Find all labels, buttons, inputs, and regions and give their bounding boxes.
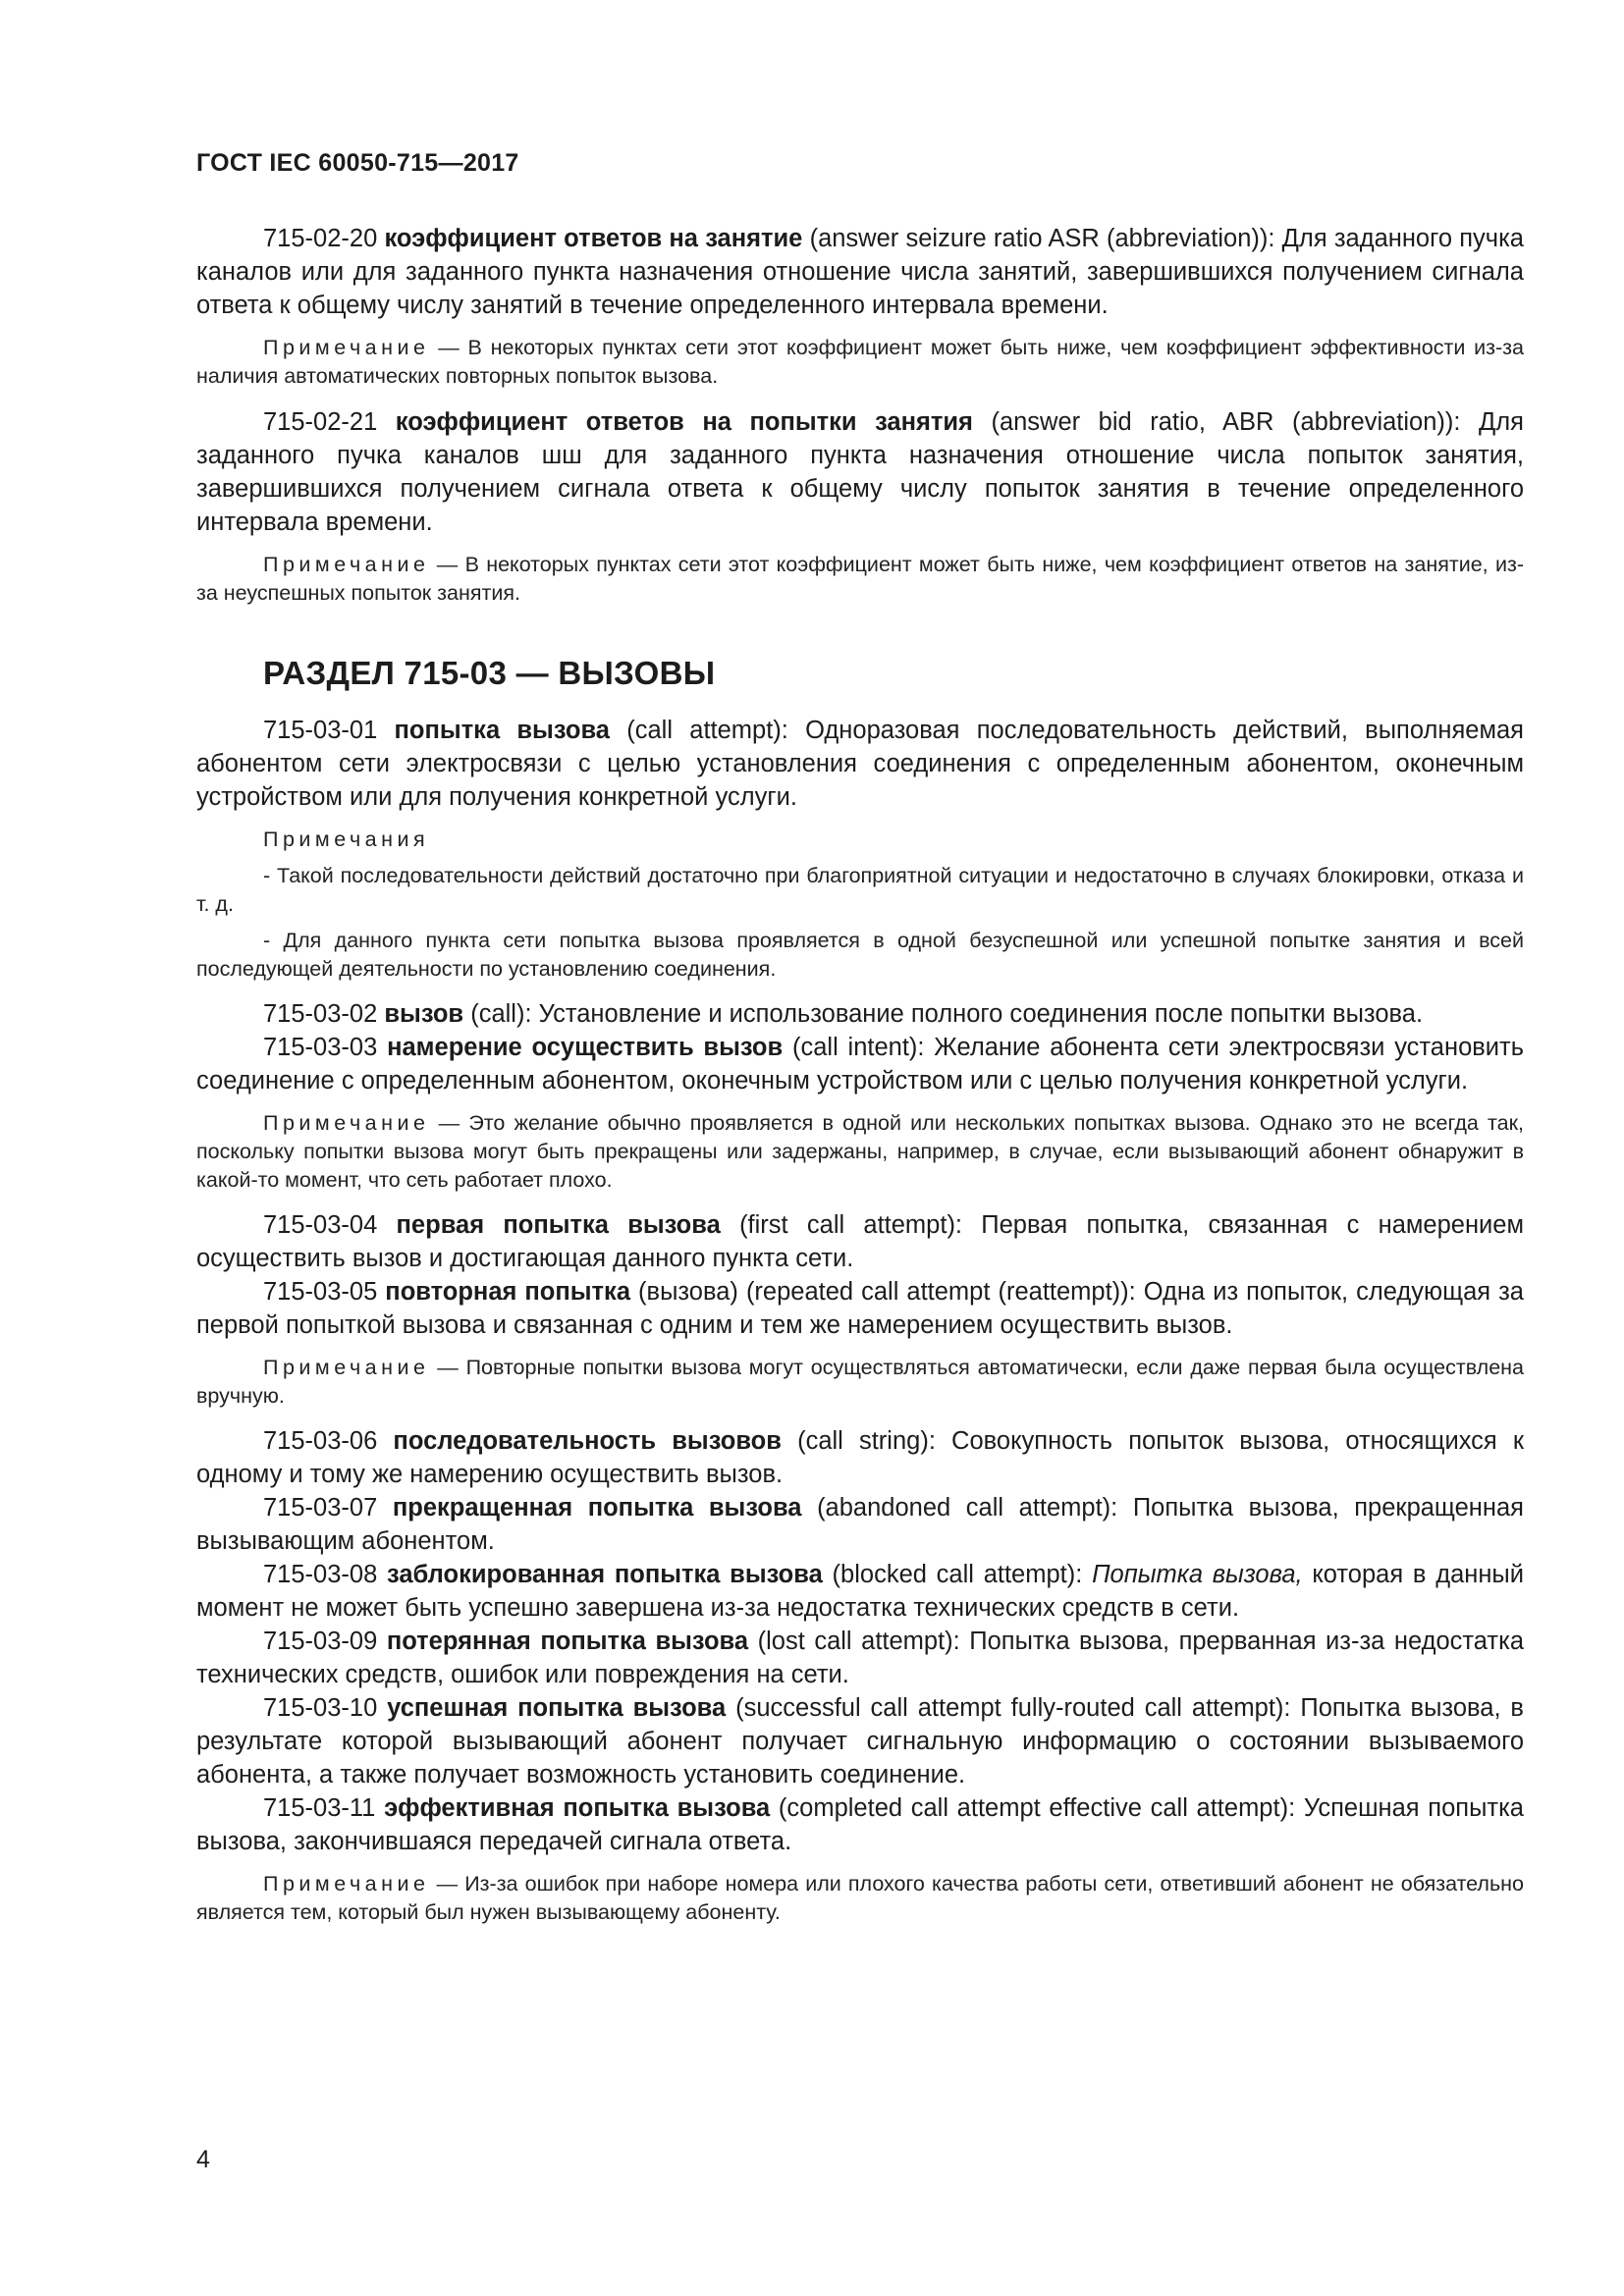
term-name: прекращенная попытка вызова: [392, 1494, 802, 1522]
note-text: — Это желание обычно проявляется в одной или нескольких попытках вызова. Однако это не всегда так, поскольку попытки вызова могут быть прекращены или задержаны, например, в случае, если вызывающий абонент обнаружит в какой-то момент, что сеть работает плохо.: [196, 1111, 1524, 1192]
notes-label: Примечания: [263, 828, 430, 851]
term-name: первая попытка вызова: [396, 1211, 721, 1239]
note-label: Примечание: [263, 1111, 430, 1135]
term-code: 715-03-07: [263, 1494, 378, 1522]
term-definition: (call intent): Желание абонента сети электросвязи установить соединение с определенным абонентом, оконечным устройством или с целью получения конкретной услуги.: [196, 1034, 1525, 1095]
section-title: РАЗДЕЛ 715-03 — ВЫЗОВЫ: [263, 655, 716, 691]
term-code: 715-03-01: [263, 717, 378, 744]
term-code: 715-03-04: [263, 1211, 378, 1239]
term-entry-715-02-20: [196, 222, 1524, 322]
term-name: коэффициент ответов на занятие: [384, 225, 803, 252]
note-label: Примечание: [263, 1356, 430, 1379]
term-name: коэффициент ответов на попытки занятия: [395, 408, 973, 436]
note-label: Примечание: [263, 1872, 430, 1896]
term-name: попытка вызова: [394, 717, 610, 744]
term-entry-715-02-21: [196, 405, 1524, 539]
term-definition-suffix: которая в данный момент не может быть успешно завершена из-за недостатка технических средств в сети.: [196, 1561, 1525, 1622]
note-715-03-05: [196, 1354, 1524, 1411]
term-reference-italic: Попытка вызова,: [1092, 1561, 1303, 1588]
term-definition-prefix: (blocked call attempt):: [832, 1561, 1093, 1588]
term-entry-715-03-09: [196, 1625, 1524, 1691]
term-entry-715-03-04: [196, 1208, 1524, 1275]
term-entry-715-03-06: [196, 1424, 1524, 1491]
term-code: 715-02-21: [263, 408, 378, 436]
term-definition: (successful call attempt fully-routed call attempt): Попытка вызова, в результате которой вызывающий абонент получает сигнальную информацию о состоянии вызываемого абонента, а также получает возможность установить соединение.: [196, 1694, 1524, 1789]
term-definition: (first call attempt): Первая попытка, связанная с намерением осуществить вызов и достигающая данного пункта сети.: [196, 1211, 1524, 1272]
term-definition: (answer seizure ratio ASR (abbreviation)): Для заданного пучка каналов или для заданного пункта назначения отношение числа занятий, завершившихся получением сигнала ответа к общему числу занятий в течение определенного интервала времени.: [196, 225, 1524, 319]
note-715-02-21: [196, 551, 1524, 608]
term-code: 715-03-08: [263, 1561, 378, 1588]
term-name: повторная попытка: [385, 1278, 630, 1306]
term-code: 715-03-09: [263, 1628, 378, 1655]
note-715-02-20: [196, 334, 1524, 391]
term-name: заблокированная попытка вызова: [387, 1561, 823, 1588]
term-definition: (call attempt): Одноразовая последовательность действий, выполняемая абонентом сети электросвязи с целью установления соединения с определенным абонентом, оконечным устройством или для получения конкретной услуги.: [196, 717, 1524, 811]
note-label: Примечание: [263, 336, 430, 359]
term-definition: (abandoned call attempt): Попытка вызова, прекращенная вызывающим абонентом.: [196, 1494, 1524, 1555]
term-name: эффективная попытка вызова: [384, 1794, 771, 1822]
term-code: 715-03-11: [263, 1794, 376, 1822]
term-code: 715-03-10: [263, 1694, 378, 1722]
term-name: вызов: [384, 1000, 464, 1028]
term-definition: (completed call attempt effective call attempt): Успешная попытка вызова, закончившаяся передачей сигнала ответа.: [196, 1794, 1524, 1855]
term-code: 715-02-20: [263, 225, 378, 252]
note-text: — Повторные попытки вызова могут осуществляться автоматически, если даже первая была осуществлена вручную.: [196, 1356, 1524, 1408]
term-code: 715-03-02: [263, 1000, 378, 1028]
note-text: — В некоторых пунктах сети этот коэффициент может быть ниже, чем коэффициент эффективности из-за наличия автоматических повторных попыток вызова.: [196, 336, 1524, 388]
notes-heading: [196, 826, 1524, 854]
note-text: — В некоторых пунктах сети этот коэффициент может быть ниже, чем коэффициент ответов на занятие, из-за неуспешных попыток занятия.: [196, 553, 1524, 605]
term-entry-715-03-01: [196, 714, 1524, 814]
term-entry-715-03-03: [196, 1031, 1524, 1097]
term-code: 715-03-06: [263, 1427, 378, 1455]
term-name: потерянная попытка вызова: [386, 1628, 749, 1655]
term-definition: (lost call attempt): Попытка вызова, прерванная из-за недостатка технических средств, ошибок или повреждения на сети.: [196, 1628, 1524, 1688]
note-label: Примечание: [263, 553, 430, 576]
term-code: 715-03-03: [263, 1034, 378, 1061]
term-entry-715-03-02: [196, 997, 1524, 1031]
note-715-03-11: [196, 1870, 1524, 1927]
note-text: — Из-за ошибок при наборе номера или плохого качества работы сети, ответивший абонент не обязательно является тем, который был нужен вызывающему абоненту.: [196, 1872, 1524, 1924]
note-item: - Для данного пункта сети попытка вызова проявляется в одной безуспешной или успешной попытке занятия и всей последующей деятельности по установлению соединения.: [196, 929, 1524, 981]
term-entry-715-03-11: [196, 1791, 1524, 1858]
page-number: 4: [196, 2146, 210, 2173]
term-entry-715-03-05: [196, 1275, 1524, 1342]
term-entry-715-03-10: [196, 1691, 1524, 1791]
document-body: [196, 222, 1524, 1927]
document-header: ГОСТ IEC 60050-715—2017: [196, 149, 519, 177]
term-entry-715-03-08: [196, 1558, 1524, 1625]
term-name: намерение осуществить вызов: [387, 1034, 784, 1061]
term-entry-715-03-07: [196, 1491, 1524, 1558]
term-definition: (answer bid ratio, ABR (abbreviation)): Для заданного пучка каналов шш для заданного пункта назначения отношение числа попыток занятия, завершившихся получением сигнала ответа к общему числу попыток занятия в течение определенного интервала времени.: [196, 408, 1524, 536]
note-item: - Такой последовательности действий достаточно при благоприятной ситуации и недостаточно в случаях блокировки, отказа и т. д.: [196, 864, 1524, 916]
term-code: 715-03-05: [263, 1278, 378, 1306]
term-name: последовательность вызовов: [393, 1427, 782, 1455]
note-715-03-03: [196, 1109, 1524, 1195]
term-definition: (call string): Совокупность попыток вызова, относящихся к одному и тому же намерению осуществить вызов.: [196, 1427, 1525, 1488]
term-name: успешная попытка вызова: [387, 1694, 727, 1722]
term-definition: (call): Установление и использование полного соединения после попытки вызова.: [470, 1000, 1424, 1028]
term-definition: (вызова) (repeated call attempt (reattempt)): Одна из попыток, следующая за первой попыткой вызова и связанная с одним и тем же намерением осуществить вызов.: [196, 1278, 1524, 1339]
